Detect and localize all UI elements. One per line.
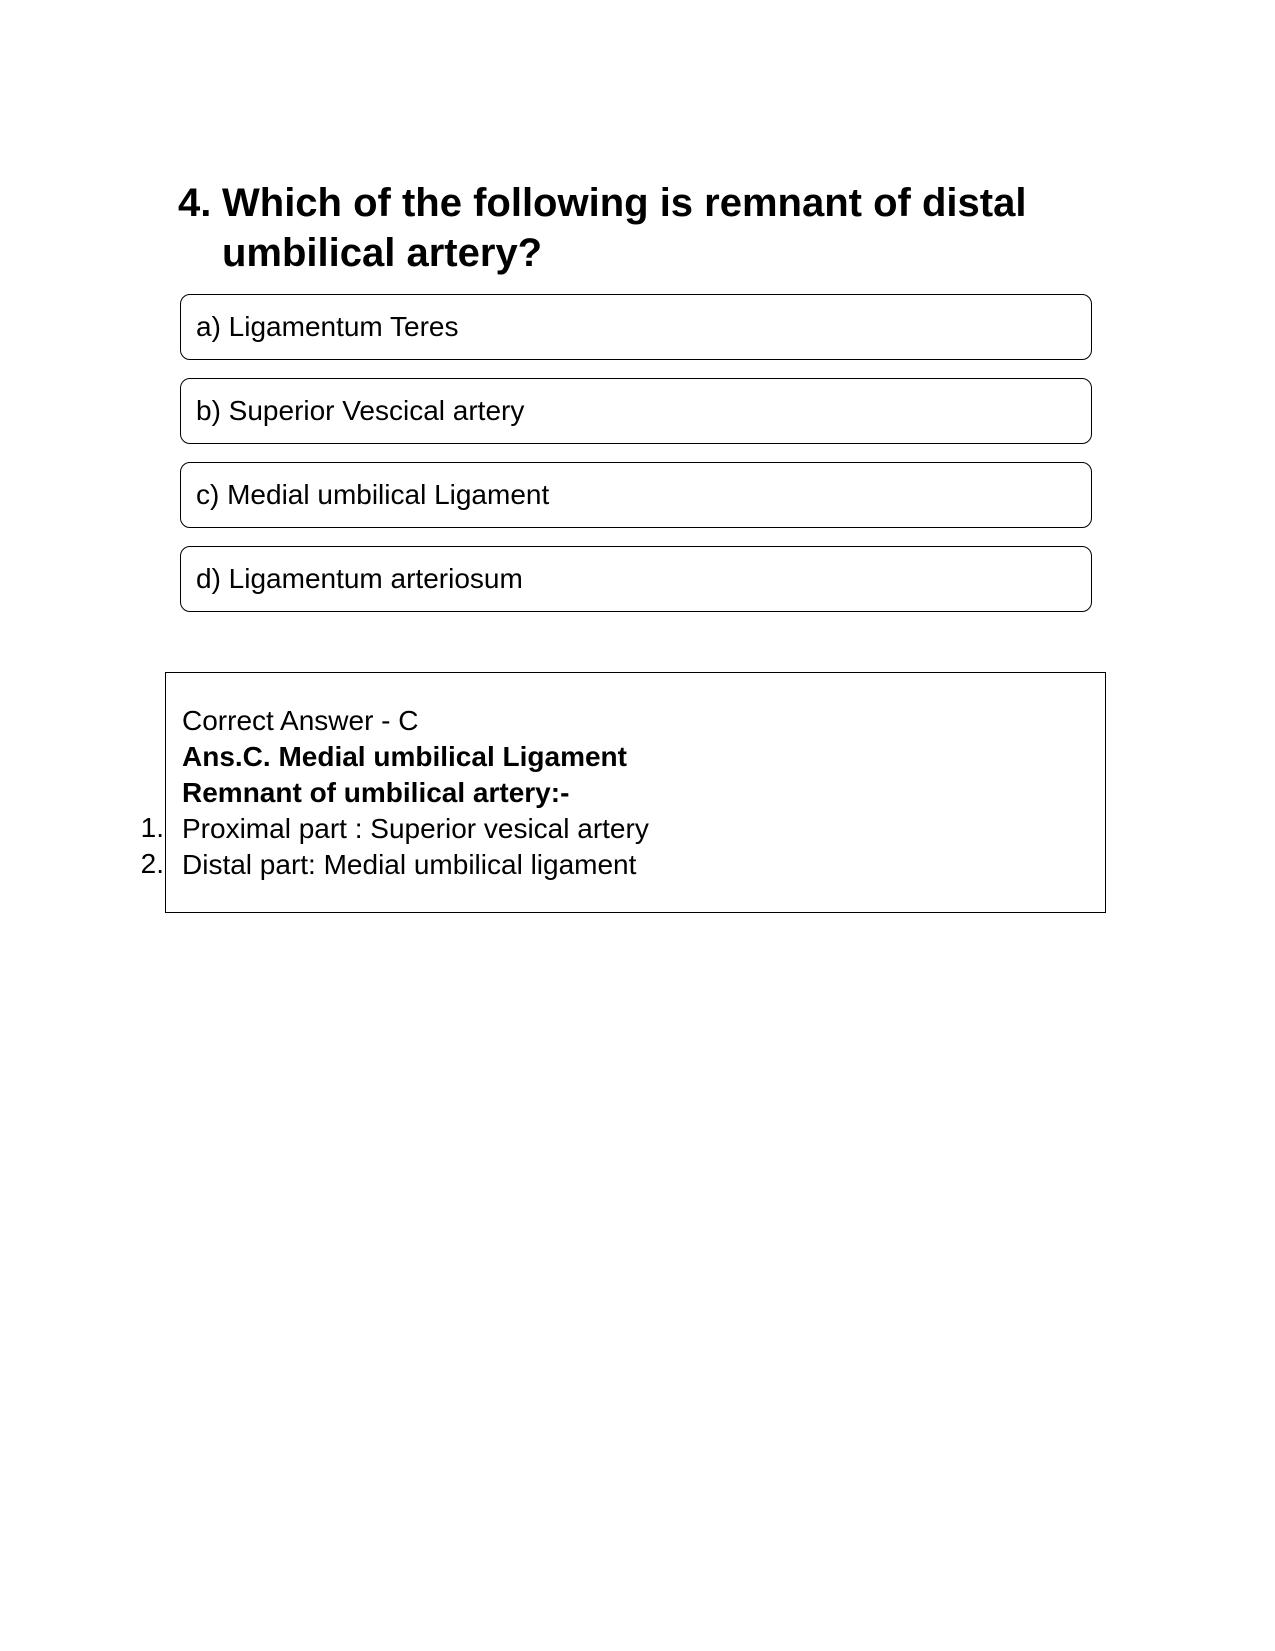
- question-number: 4.: [178, 181, 212, 225]
- correct-answer-line: Correct Answer - C: [182, 705, 419, 736]
- list-item: Proximal part : Superior vesical artery: [182, 813, 649, 844]
- question-heading: [178, 178, 1078, 278]
- option-a[interactable]: a) Ligamentum Teres: [180, 294, 1092, 360]
- list-marker: 2.: [140, 848, 164, 879]
- question-text: Which of the following is remnant of distal umbilical artery?: [222, 181, 1027, 275]
- option-c[interactable]: c) Medial umbilical Ligament: [180, 462, 1092, 528]
- answer-text: [182, 703, 649, 883]
- answer-heading: Ans.C. Medial umbilical Ligament: [182, 741, 627, 772]
- list-marker: 1.: [140, 812, 164, 843]
- list-item: Distal part: Medial umbilical ligament: [182, 849, 637, 880]
- option-d[interactable]: d) Ligamentum arteriosum: [180, 546, 1092, 612]
- option-b[interactable]: b) Superior Vescical artery: [180, 378, 1092, 444]
- answer-subheading: Remnant of umbilical artery:-: [182, 777, 570, 808]
- answer-explanation-box: [165, 672, 1106, 913]
